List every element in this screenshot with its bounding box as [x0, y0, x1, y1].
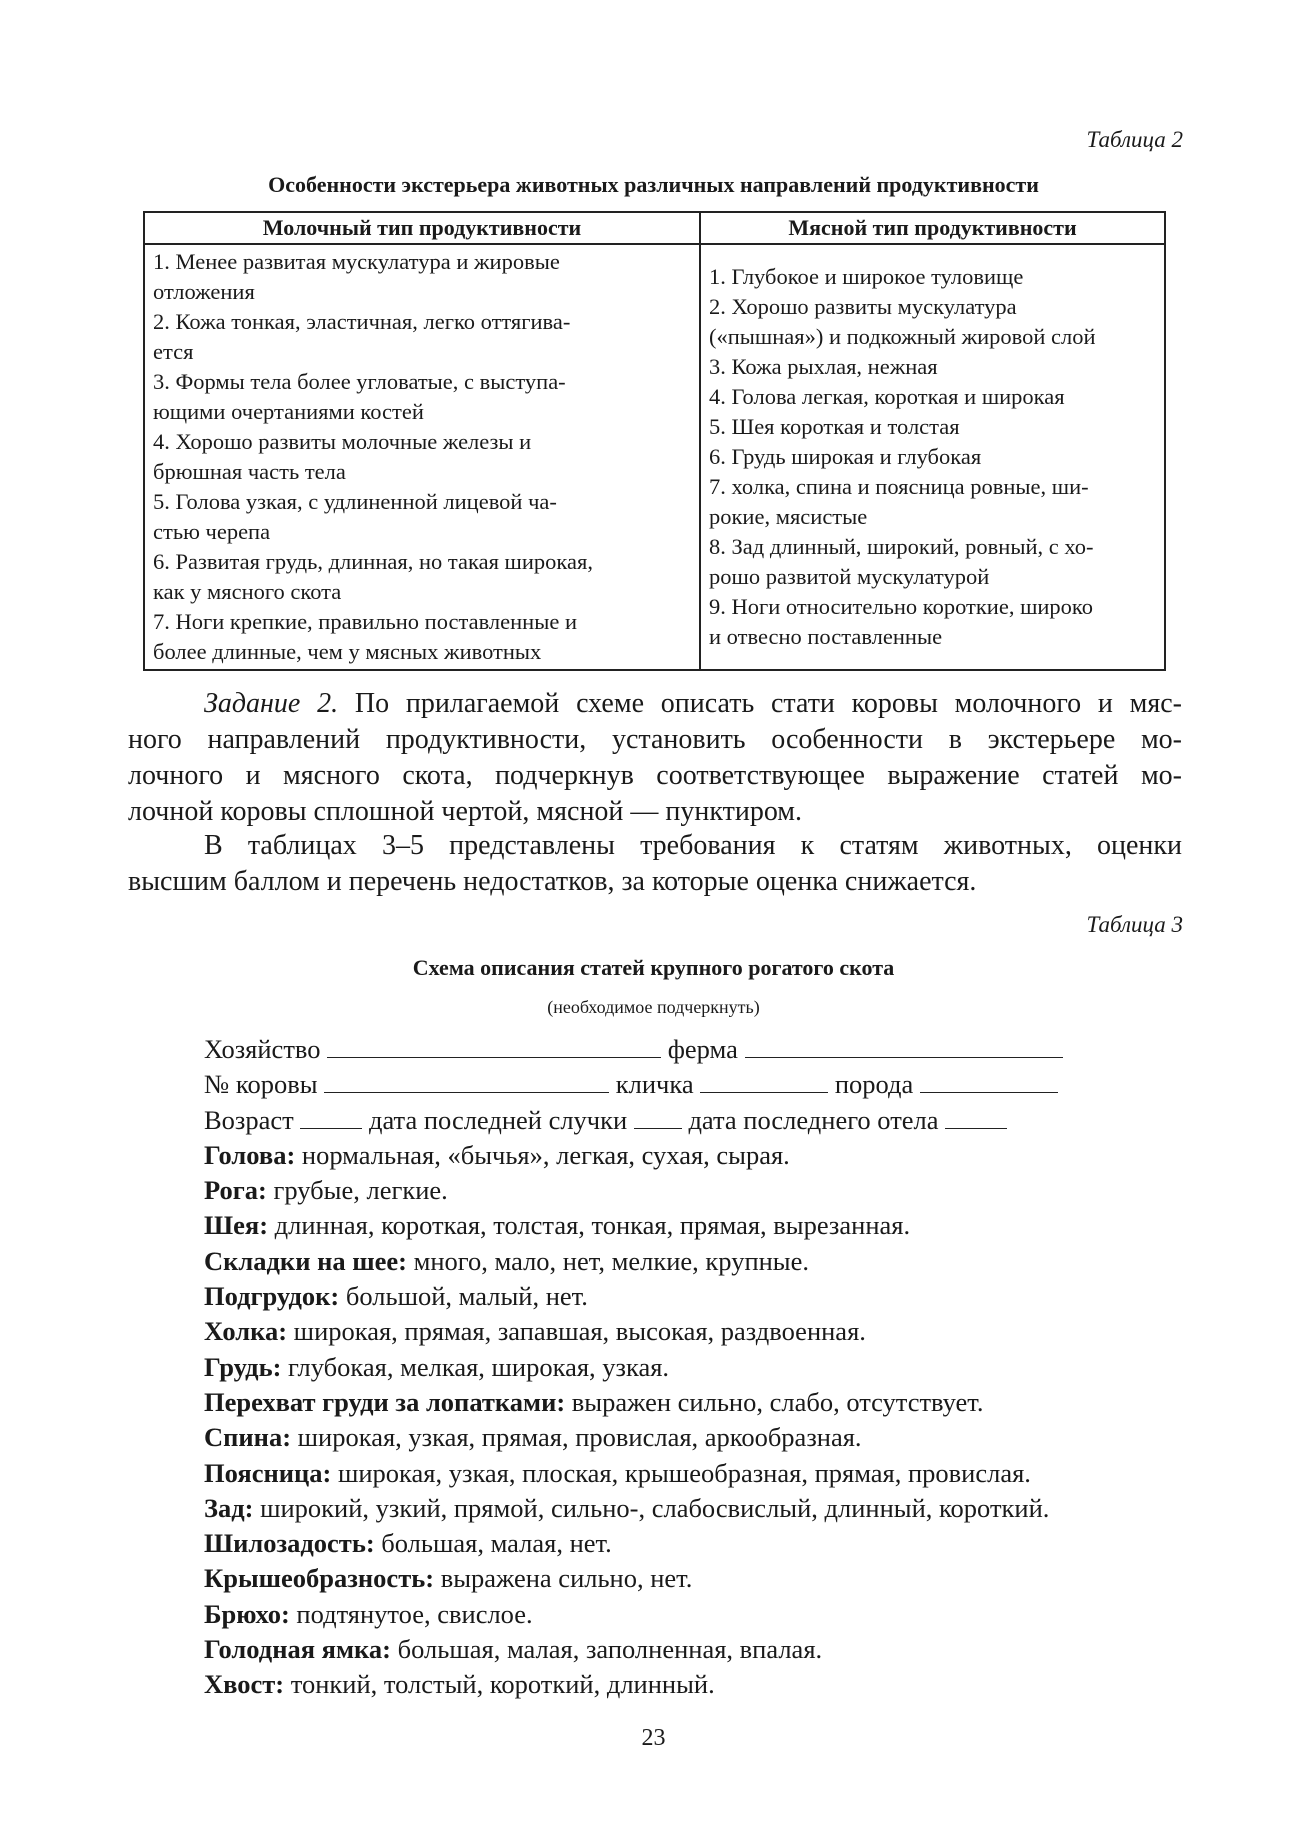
- cow-no-label: № коровы: [204, 1069, 318, 1100]
- ferm-blank[interactable]: [745, 1033, 1063, 1058]
- task-2-paragraph: [128, 686, 1182, 830]
- last-calving-label: дата последнего отела: [688, 1104, 939, 1135]
- trait-name: Холка:: [204, 1316, 288, 1347]
- meat-line: («пышная») и подкожный жировой слой: [709, 324, 1096, 349]
- meat-line: 5. Шея короткая и толстая: [709, 414, 960, 439]
- trait-values: длинная, короткая, толстая, тонкая, прямая, вырезанная.: [268, 1210, 911, 1241]
- task-2-line-1-text: По прилагаемой схеме описать стати коровы молочного и мяс-: [338, 688, 1182, 719]
- trait-values: выражен сильно, слабо, отсутствует.: [565, 1386, 984, 1417]
- trait-row: [204, 1314, 1063, 1349]
- trait-row: [204, 1491, 1063, 1526]
- trait-name: Шилозадость:: [204, 1528, 375, 1559]
- trait-row: [204, 1244, 1063, 1279]
- dairy-line: 4. Хорошо развиты молочные железы и: [153, 429, 532, 454]
- trait-values: нормальная, «бычья», легкая, сухая, сырая.: [295, 1139, 790, 1170]
- trait-name: Хвост:: [204, 1669, 285, 1700]
- meat-line: и отвесно поставленные: [709, 624, 943, 649]
- table-3-title: Схема описания статей крупного рогатого скота: [412, 955, 895, 980]
- dairy-line: 2. Кожа тонкая, эластичная, легко оттягива-: [153, 309, 571, 334]
- page-number: 23: [641, 1725, 666, 1751]
- task-2-line: ного направлений продуктивности, установить особенности в экстерьере мо-: [128, 724, 1182, 755]
- trait-name: Перехват груди за лопатками:: [204, 1386, 566, 1417]
- last-calving-blank[interactable]: [945, 1104, 1007, 1129]
- trait-row: [204, 1526, 1063, 1561]
- dairy-line: ющими очертаниями костей: [153, 399, 424, 424]
- trait-row: [204, 1350, 1063, 1385]
- table-3-subtitle: (необходимое подчеркнуть): [547, 997, 760, 1017]
- meat-line: 3. Кожа рыхлая, нежная: [709, 354, 938, 379]
- trait-values: широкий, узкий, прямой, сильно-, слабосвислый, длинный, короткий.: [253, 1492, 1050, 1523]
- trait-name: Поясница:: [204, 1457, 332, 1488]
- trait-name: Зад:: [204, 1492, 254, 1523]
- trait-row: [204, 1561, 1063, 1596]
- dairy-line: 1. Менее развитая мускулатура и жировые: [153, 249, 560, 274]
- trait-row: [204, 1385, 1063, 1420]
- tables-intro-paragraph: [128, 828, 1182, 900]
- dairy-line: 3. Формы тела более угловатые, с выступа-: [153, 369, 566, 394]
- form-row-farm: [204, 1032, 1063, 1067]
- meat-line: 7. холка, спина и поясница ровные, ши-: [709, 474, 1089, 499]
- dairy-line: более длинные, чем у мясных животных: [153, 639, 542, 664]
- dairy-line: брюшная часть тела: [153, 459, 346, 484]
- dairy-line: стью черепа: [153, 519, 271, 544]
- name-blank[interactable]: [700, 1068, 828, 1093]
- trait-row: [204, 1173, 1063, 1208]
- name-label: кличка: [615, 1069, 694, 1100]
- task-2-line: лочной коровы сплошной чертой, мясной — пунктиром.: [128, 796, 803, 827]
- trait-name: Голодная ямка:: [204, 1634, 392, 1665]
- cow-no-blank[interactable]: [324, 1068, 609, 1093]
- trait-values: подтянутое, свислое.: [289, 1598, 533, 1629]
- trait-name: Брюхо:: [204, 1598, 290, 1629]
- trait-row: [204, 1138, 1063, 1173]
- dairy-traits-cell: [144, 244, 700, 670]
- intro-line: высшим баллом и перечень недостатков, за которые оценка снижается.: [128, 866, 977, 897]
- table-2-body-row: [144, 244, 1165, 670]
- meat-line: 9. Ноги относительно короткие, широко: [709, 594, 1093, 619]
- trait-values: широкая, прямая, запавшая, высокая, раздвоенная.: [287, 1316, 866, 1347]
- description-form: [204, 1032, 1063, 1703]
- trait-name: Шея:: [204, 1210, 269, 1241]
- table-2-header-row: [144, 212, 1165, 244]
- trait-values: широкая, узкая, плоская, крышеобразная, прямая, провислая.: [331, 1457, 1031, 1488]
- trait-values: большой, малый, нет.: [339, 1281, 588, 1312]
- header-dairy: Молочный тип продуктивности: [144, 212, 700, 244]
- trait-name: Рога:: [204, 1175, 267, 1206]
- ferm-label: ферма: [667, 1034, 738, 1064]
- table-2: [143, 211, 1166, 671]
- trait-row: [204, 1208, 1063, 1243]
- trait-row: [204, 1597, 1063, 1632]
- trait-values: тонкий, толстый, короткий, длинный.: [284, 1669, 715, 1700]
- header-meat: Мясной тип продуктивности: [700, 212, 1165, 244]
- age-blank[interactable]: [300, 1104, 362, 1129]
- trait-row: [204, 1632, 1063, 1667]
- task-2-label: Задание 2.: [204, 688, 339, 719]
- trait-name: Крышеобразность:: [204, 1563, 435, 1594]
- dairy-line: как у мясного скота: [153, 579, 342, 604]
- last-mating-label: дата последней случки: [369, 1104, 628, 1135]
- age-label: Возраст: [204, 1104, 294, 1135]
- form-row-cow: [204, 1067, 1063, 1102]
- meat-line: рокие, мясистые: [709, 504, 868, 529]
- meat-line: 1. Глубокое и широкое туловище: [709, 264, 1024, 289]
- meat-line: 4. Голова легкая, короткая и широкая: [709, 384, 1065, 409]
- trait-values: большая, малая, нет.: [374, 1528, 612, 1559]
- dairy-line: 7. Ноги крепкие, правильно поставленные и: [153, 609, 577, 634]
- table-3-number: Таблица 3: [1086, 912, 1183, 937]
- intro-line: В таблицах 3–5 представлены требования к статям животных, оценки: [204, 830, 1182, 861]
- task-2-line: [128, 686, 1182, 722]
- trait-values: выражена сильно, нет.: [434, 1563, 693, 1594]
- trait-name: Грудь:: [204, 1351, 282, 1382]
- trait-values: много, мало, нет, мелкие, крупные.: [406, 1245, 809, 1276]
- meat-traits-cell: [700, 244, 1165, 670]
- dairy-line: ется: [153, 339, 194, 364]
- meat-line: рошо развитой мускулатурой: [709, 564, 990, 589]
- meat-line: 2. Хорошо развиты мускулатура: [709, 294, 1017, 319]
- table-2-number: Таблица 2: [1086, 127, 1183, 152]
- meat-line: 6. Грудь широкая и глубокая: [709, 444, 982, 469]
- trait-name: Складки на шее:: [204, 1245, 407, 1276]
- last-mating-blank[interactable]: [634, 1104, 682, 1129]
- trait-row: [204, 1420, 1063, 1455]
- table-2-title: Особенности экстерьера животных различных направлений продуктивности: [268, 172, 1039, 197]
- trait-name: Голова:: [204, 1139, 296, 1170]
- task-2-line: лочного и мясного скота, подчеркнув соответствующее выражение статей мо-: [128, 760, 1182, 791]
- breed-label: порода: [834, 1069, 914, 1100]
- trait-row: [204, 1667, 1063, 1702]
- farm-label: Хозяйство: [204, 1034, 321, 1064]
- form-row-age: [204, 1103, 1063, 1138]
- dairy-line: 5. Голова узкая, с удлиненной лицевой ча-: [153, 489, 557, 514]
- dairy-line: отложения: [153, 279, 255, 304]
- breed-blank[interactable]: [920, 1068, 1058, 1093]
- trait-name: Подгрудок:: [204, 1281, 340, 1312]
- farm-blank[interactable]: [327, 1033, 661, 1058]
- trait-values: большая, малая, заполненная, впалая.: [391, 1634, 823, 1665]
- trait-values: глубокая, мелкая, широкая, узкая.: [281, 1351, 670, 1382]
- dairy-line: 6. Развитая грудь, длинная, но такая широкая,: [153, 549, 593, 574]
- trait-values: грубые, легкие.: [266, 1175, 448, 1206]
- trait-row: [204, 1456, 1063, 1491]
- trait-row: [204, 1279, 1063, 1314]
- trait-name: Спина:: [204, 1422, 292, 1453]
- trait-values: широкая, узкая, прямая, провислая, аркообразная.: [291, 1422, 862, 1453]
- meat-line: 8. Зад длинный, широкий, ровный, с хо-: [709, 534, 1094, 559]
